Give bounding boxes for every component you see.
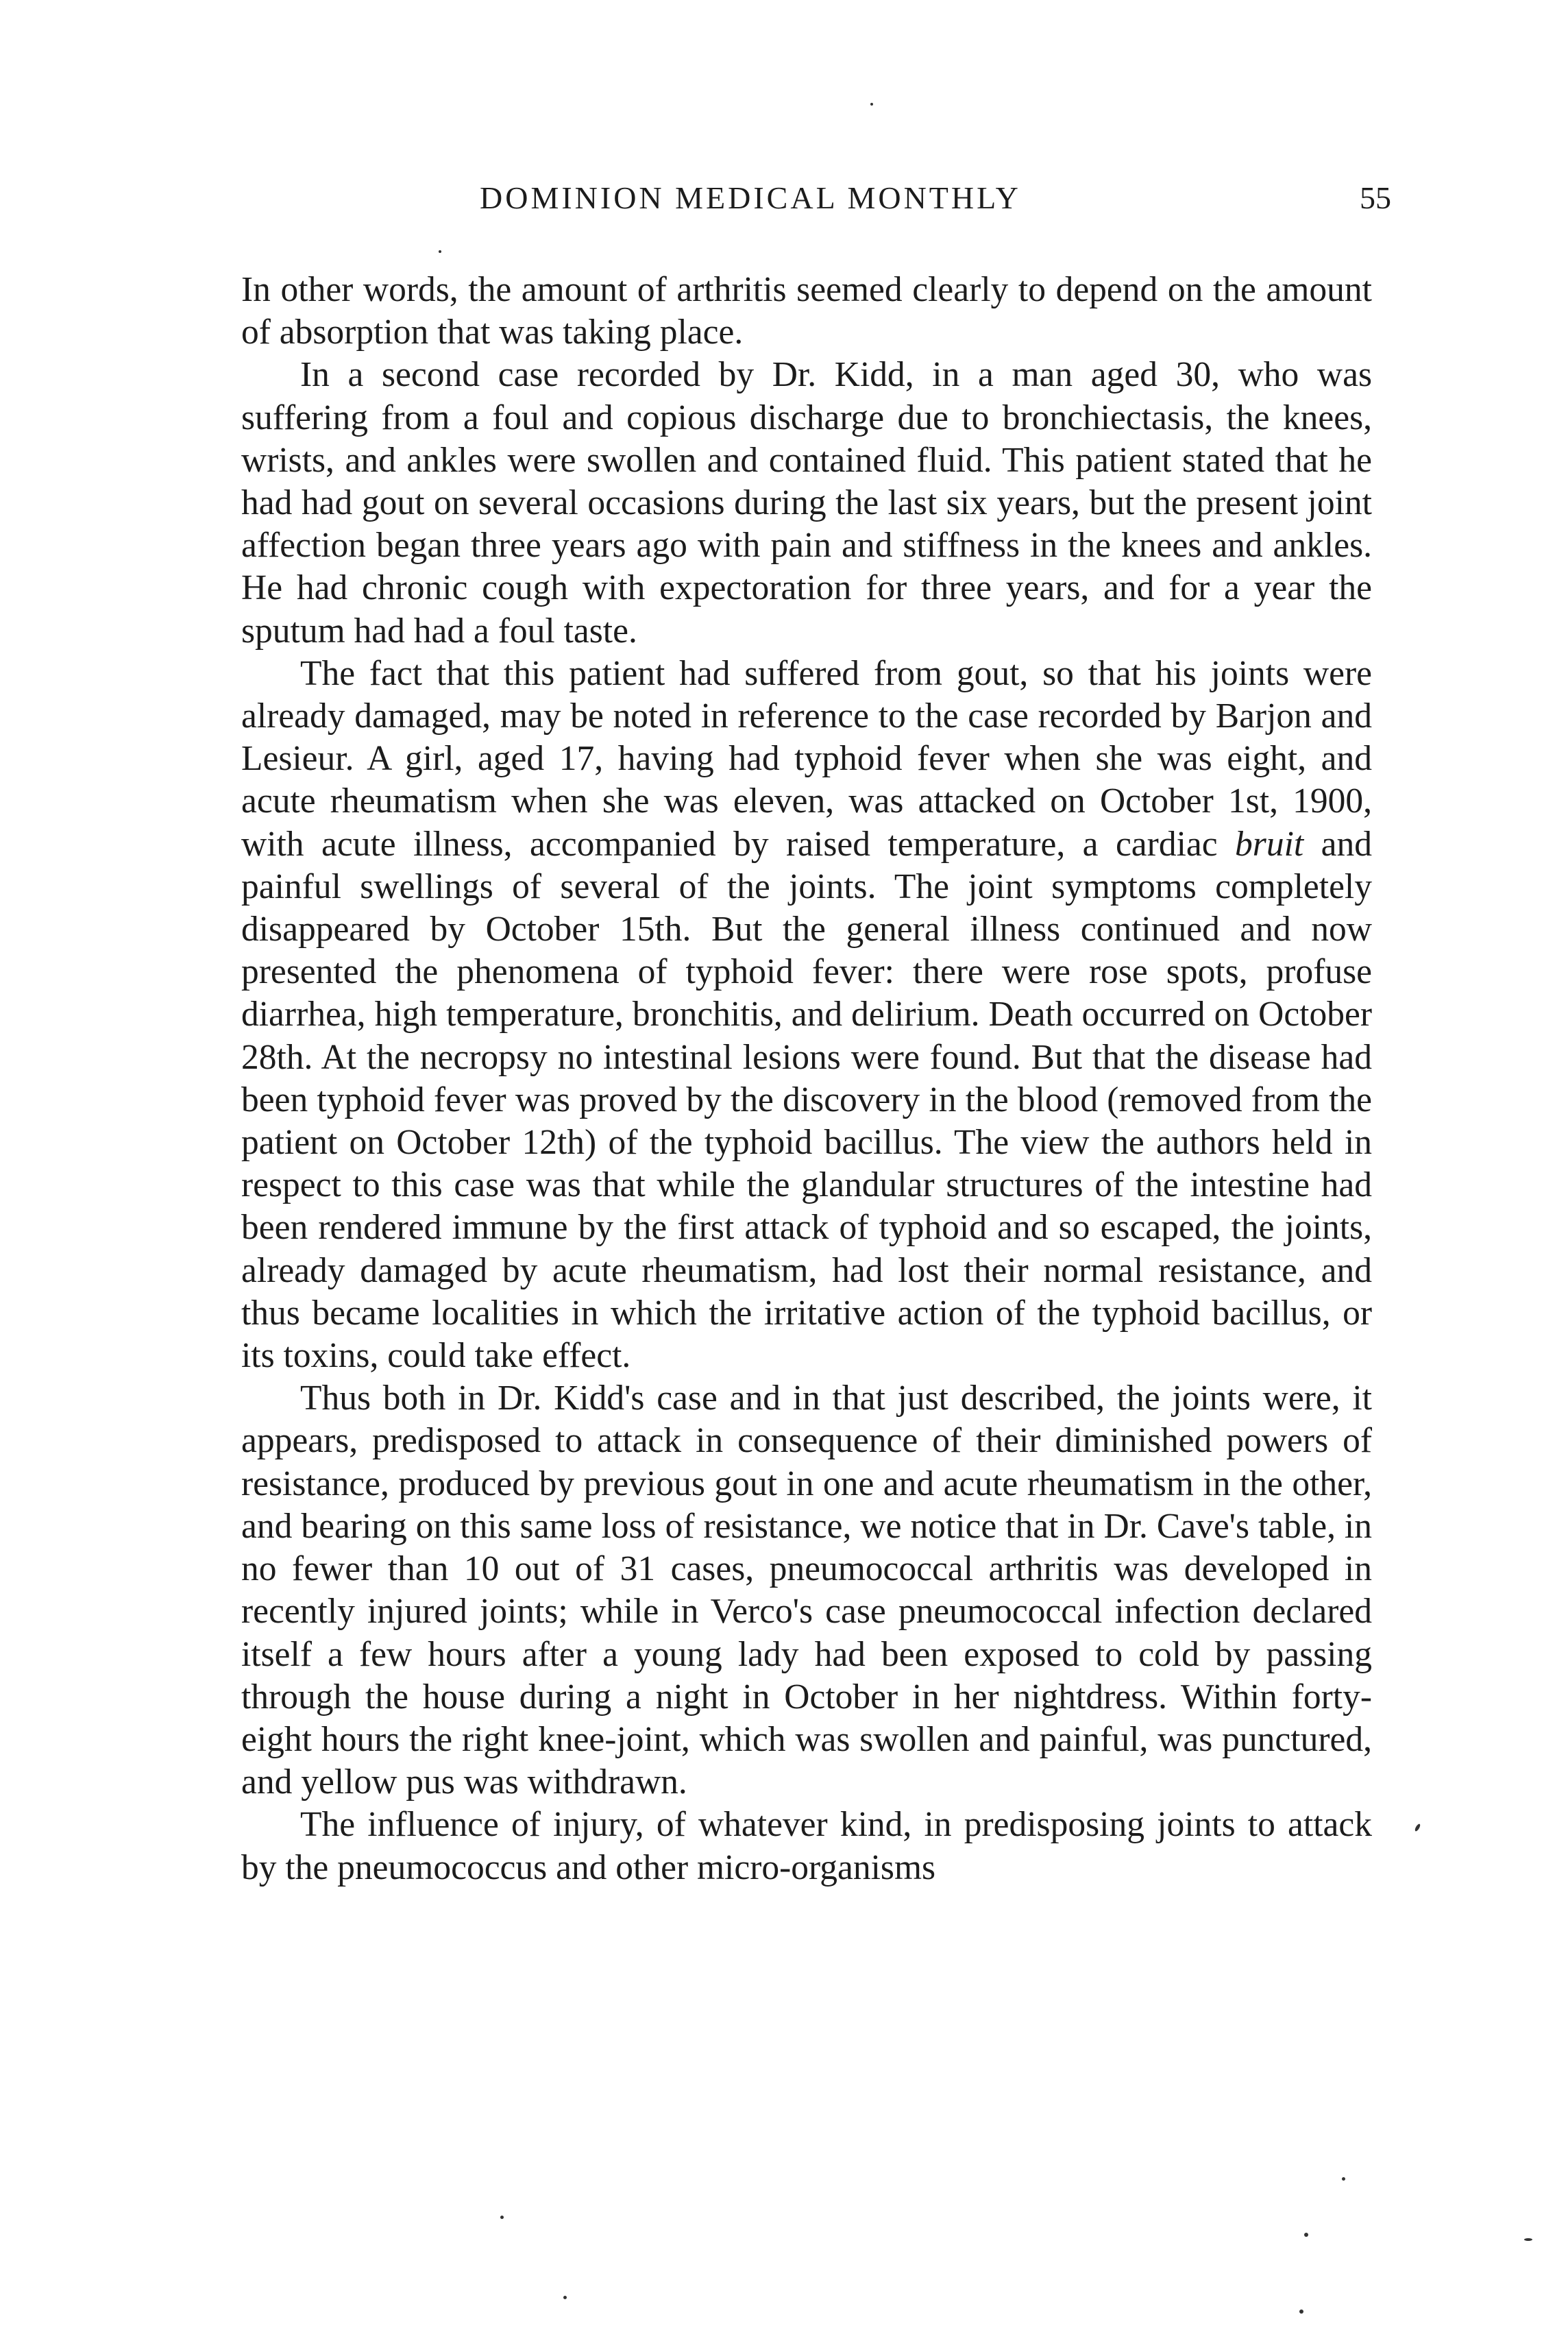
scan-speck (1304, 2233, 1308, 2237)
paragraph-5: The influence of injury, of whatever kind, in predisposing joints to attack by the pneumococcus and other micro-organisms (241, 1805, 1372, 1887)
scan-speck (563, 2296, 567, 2299)
scan-speck (1342, 2177, 1345, 2181)
paragraph-4: Thus both in Dr. Kidd's case and in that just described, the joints were, it appears, predisposed to attack in consequence of their diminished powers of resistance, produced by previous gout in one and acute rheumatism in the other, and bearing on this same loss of resistance, we notice that in Dr. Cave's table, in no fewer than 10 out of 31 cases, pneumococcal arthritis was developed in recently injured joints; while in Verco's case pneumococcal infection declared itself a few hours after a young lady had been exposed to cold by passing through the house during a night in October in her nightdress. Within forty-eight hours the right knee-joint, which was swollen and painful, was punctured, and yellow pus was withdrawn. (241, 1379, 1372, 1802)
paragraph-3 (241, 653, 1372, 1377)
journal-title: DOMINION MEDICAL MONTHLY (480, 180, 1021, 215)
scan-speck (1414, 1823, 1421, 1832)
running-header (240, 180, 1391, 228)
scan-speck (500, 2216, 504, 2219)
page-number: 55 (1360, 180, 1391, 215)
scan-speck (1299, 2309, 1303, 2314)
article-body (241, 269, 1372, 1889)
scan-speck (1524, 2238, 1532, 2241)
scan-speck (870, 103, 873, 106)
paragraph-3-text-before: The fact that this patient had suffered from gout, so that his joints were already damaged, may be noted in reference to the case recorded by Barjon and Lesieur. A girl, aged 17, having had typhoid fever when she was eight, and acute rheumatism when she was eleven, was attacked on October 1st, 1900, with acute illness, accompanied by raised temperature, a cardiac (241, 653, 1372, 864)
scan-speck (439, 250, 441, 253)
italic-term-bruit: bruit (1235, 824, 1304, 864)
paragraph-1: In other words, the amount of arthritis seemed clearly to depend on the amount of absorption that was taking place. (241, 270, 1372, 352)
paragraph-2: In a second case recorded by Dr. Kidd, in a man aged 30, who was suffering from a foul and copious discharge due to bronchiectasis, the knees, wrists, and ankles were swollen and contained fluid. This patient stated that he had had gout on several occasions during the last six years, but the present joint affection began three years ago with pain and stiffness in the knees and ankles. He had chronic cough with expectoration for three years, and for a year the sputum had had a foul taste. (241, 355, 1372, 651)
paragraph-3-text-after: and painful swellings of several of the joints. The joint symptoms completely disappeared by October 15th. But the general illness continued and now presented the phenomena of typhoid fever: there were rose spots, profuse diarrhea, high temperature, bronchitis, and delirium. Death occurred on October 28th. At the necropsy no intestinal lesions were found. But that the disease had been typhoid fever was proved by the discovery in the blood (removed from the patient on October 12th) of the typhoid bacillus. The view the authors held in respect to this case was that while the glandular structures of the intestine had been rendered immune by the first attack of typhoid and so escaped, the joints, already damaged by acute rheumatism, had lost their normal resistance, and thus became localities in which the irritative action of the typhoid bacillus, or its toxins, could take effect. (241, 824, 1372, 1376)
